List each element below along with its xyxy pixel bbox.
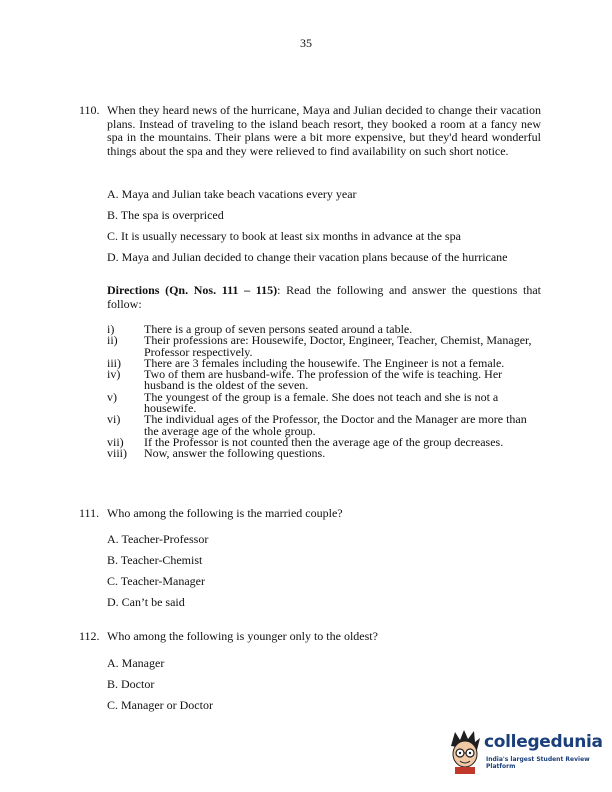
statement	[107, 389, 541, 416]
statement-text: The individual ages of the Professor, the Doctor and the Manager are more than the average age of the whole group.	[144, 412, 527, 438]
statement-number: vii)	[107, 434, 124, 449]
question-110-options	[107, 188, 547, 272]
statement	[107, 448, 541, 459]
logo-brand: collegedunia	[484, 732, 603, 752]
question-number: 110.	[79, 103, 100, 117]
question-text: Who among the following is younger only to the oldest?	[107, 629, 378, 643]
statement-text: If the Professor is not counted then the average age of the group decreases.	[144, 434, 504, 449]
question-111	[79, 507, 541, 521]
statement-text: Their professions are: Housewife, Doctor, Engineer, Teacher, Chemist, Manager, Professor respectively.	[144, 333, 532, 359]
statement-number: vi)	[107, 412, 121, 427]
question-112	[79, 630, 541, 644]
option-a: A. Maya and Julian take beach vacations every year	[107, 187, 357, 201]
page-number: 35	[300, 36, 312, 50]
statement-text: There are 3 females including the housewife. The Engineer is not a female.	[144, 355, 505, 370]
statement-text: There is a group of seven persons seated around a table.	[144, 322, 413, 336]
option-b: B. Teacher-Chemist	[107, 553, 203, 567]
statement	[107, 335, 541, 358]
question-text: Who among the following is the married couple?	[107, 506, 343, 520]
directions-heading: Directions (Qn. Nos. 111 – 115)	[107, 283, 278, 297]
statement	[107, 369, 541, 392]
option-d: D. Maya and Julian decided to change their vacation plans because of the hurricane	[107, 250, 508, 264]
option-a: A. Manager	[107, 656, 165, 670]
directions-text: : Read the following and answer the questions that follow:	[107, 283, 541, 311]
question-110	[79, 104, 541, 158]
option-a: A. Teacher-Professor	[107, 532, 209, 546]
statement-number: iii)	[107, 355, 121, 370]
option-d: D. Can’t be said	[107, 595, 185, 609]
collegedunia-logo	[447, 728, 602, 776]
statement-number: viii)	[107, 446, 127, 461]
logo-tagline: India's largest Student Review Platform	[486, 756, 590, 770]
statement-text: The youngest of the group is a female. She does not teach and she is not a housewife.	[144, 389, 499, 416]
question-112-options	[107, 657, 547, 720]
statement-number: iv)	[107, 367, 121, 382]
statement	[107, 414, 541, 437]
option-c: C. It is usually necessary to book at least six months in advance at the spa	[107, 229, 461, 243]
question-text: When they heard news of the hurricane, Maya and Julian decided to change their vacation plans. Instead of traveling to the island beach resort, they booked a room at a fancy new spa in the mountains. Their plans were a bit more expensive, but they'd heard wonderful things about the spa and they were relieved to find availability on such short notice.	[107, 103, 541, 158]
statement-list	[107, 324, 541, 460]
statement-number: ii)	[107, 333, 118, 348]
statement-text: Now, answer the following questions.	[144, 446, 326, 461]
mascot-icon	[447, 728, 483, 774]
question-111-options	[107, 533, 547, 617]
statement-text: Two of them are husband-wife. The profession of the wife is teaching. Her husband is the oldest of the seven.	[144, 367, 503, 393]
option-c: C. Teacher-Manager	[107, 574, 205, 588]
statement-number: i)	[107, 322, 115, 336]
directions	[107, 284, 541, 311]
option-b: B. Doctor	[107, 677, 155, 691]
question-number: 112.	[79, 629, 100, 643]
option-c: C. Manager or Doctor	[107, 698, 213, 712]
question-number: 111.	[79, 506, 100, 520]
option-b: B. The spa is overpriced	[107, 208, 224, 222]
statement-number: v)	[107, 389, 117, 404]
